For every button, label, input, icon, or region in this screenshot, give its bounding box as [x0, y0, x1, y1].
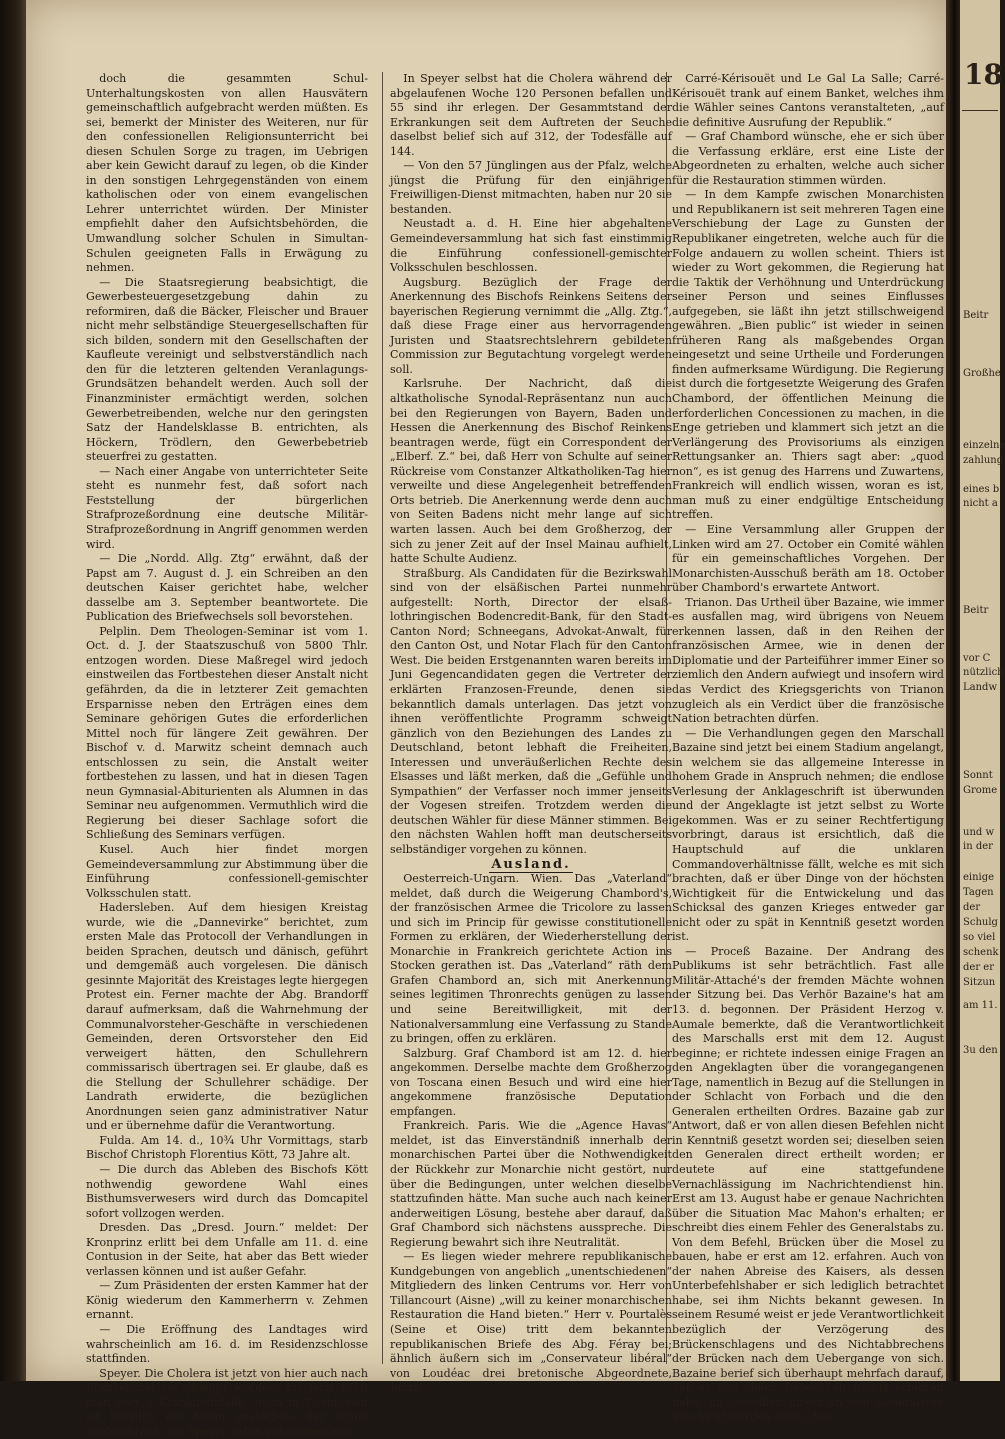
next-page-text-fragment: einzelne	[963, 440, 1005, 451]
next-page-edge	[960, 0, 1005, 1381]
article-paragraph: In Speyer selbst hat die Cholera während der abgelaufenen Woche 120 Personen befallen und 55 sind ihr erlegen. Der Gesammtstand der Erkrankungen seit dem Auftreten der Seuche daselbst belief sich auf 312, der Todesfälle auf 144.	[390, 72, 672, 158]
article-paragraph: Carré-Kérisouët und Le Gal La Salle; Carré-Kérisouët trank auf einem Banket, welches ihm die Wähler seines Cantons veranstalteten, „auf die definitive Ausrufung der Republik.“	[672, 72, 944, 129]
article-paragraph: Hadersleben. Auf dem hiesigen Kreistag wurde, wie die „Dannevirke“ berichtet, zum ersten Male das Protocoll der Verhandlungen in beiden Sprachen, deutsch und dänisch, geführt und demgemäß auch vorgelesen. Die dänisch gesinnte Majorität des Kreistages legte hiergegen Protest ein. Ferner machte der Abg. Brandorff darauf aufmerksam, daß die Wahrnehmung der Communalvorsteher-Geschäfte in verschiedenen Gemeinden, deren Ortsvorsteher den Eid verweigert hätten, den Schullehrern commissarisch übertragen sei. Er glaube, daß es die Stellung der Schullehrer schädige. Der Landrath erwiderte, die bezüglichen Anordnungen seien ganz administrativer Natur und er übernehme dafür die Verantwortung.	[86, 901, 368, 1133]
article-paragraph: — Die Eröffnung des Landtages wird wahrscheinlich am 16. d. im Residenzschlosse stattfinden.	[86, 1323, 368, 1366]
article-paragraph: — Die Staatsregierung beabsichtigt, die Gewerbesteuergesetzgebung dahin zu reformiren, daß die Bäcker, Fleischer und Brauer nicht mehr selbständige Steuergesellschaften für sich bilden, sondern mit den Gesellschaften der Kaufleute vereinigt und selbstverständlich nach den für die letzteren geltenden Veranlagungs-Grundsätzen behandelt werden. Auch soll der Finanzminister ermächtigt werden, solchen Gewerbetreibenden, welche nur den geringsten Satz der Handelsklasse B. entrichten, als Höckern, Trödlern, den Gewerbebetrieb steuerfrei zu gestatten.	[86, 275, 368, 464]
next-page-text-fragment: am 11.	[963, 1000, 998, 1011]
next-page-text-fragment: einige	[963, 872, 995, 883]
column-3	[672, 72, 944, 1424]
article-paragraph: Straßburg. Als Candidaten für die Bezirkswahl sind von der elsäßischen Partei nunmehr aufgestellt: North, Director der elsaß-lothringischen Bodencredit-Bank, für den Stadt-Canton Nord; Schneegans, Advokat-Anwalt, für den Canton Ost, und Notar Flach für den Canton West. Die beiden Erstgenannten waren bereits im Juni Gegencandidaten gegen die Vertreter der erklärten Franzosen-Freunde, denen sie bekanntlich damals unterlagen. Das jetzt von ihnen veröffentlichte Programm schweigt gänzlich von den Beziehungen des Landes zu Deutschland, betont lebhaft die Freiheiten, Interessen und unveräußerlichen Rechte des Elsasses und läßt merken, daß die „Gefühle und Sympathien“ der Verfasser noch immer jenseits der Vogesen streifen. Trotzdem werden die deutschen Wähler für diese Männer stimmen. Bei den nächsten Wahlen hofft man deutscherseits selbständiger vorgehen zu können.	[390, 566, 672, 856]
article-paragraph: — In dem Kampfe zwischen Monarchisten und Republikanern ist seit mehreren Tagen eine Verschiebung der Lage zu Gunsten der Republikaner eingetreten, welche auch für die Folge andauern zu wollen scheint. Thiers ist wieder zu Wort gekommen, die Regierung hat die Taktik der Verhöhnung und Unterdrückung seiner Person und seines Einflusses aufgegeben, sie läßt ihn jetzt stillschweigend gewähren. „Bien public“ ist wieder in seinen früheren Rang als maßgebendes Organ eingesetzt und seine Urtheile und Forderungen finden aufmerksame Würdigung. Die Regierung ist durch die fortgesetzte Weigerung des Grafen Chambord, der öffentlichen Meinung die erforderlichen Concessionen zu machen, in die Enge getrieben und klammert sich jetzt an die Verlängerung des Provisoriums als einzigen Rettungsanker an. Thiers sagt aber: „quod non“, es ist genug des Harrens und Zuwartens, Frankreich will endlich wissen, woran es ist, man muß zu einer endgültige Entscheidung treffen.	[672, 188, 944, 522]
article-paragraph: Pelplin. Dem Theologen-Seminar ist vom 1. Oct. d. J. der Staatszuschuß von 5800 Thlr. entzogen worden. Diese Maßregel wird jedoch einstweilen das Fortbestehen dieser Anstalt nicht gefährden, da die in letzterer Zeit gemachten Ersparnisse neben den Erträgen eines dem Seminare gehörigen Gutes die erforderlichen Mittel noch für längere Zeit gewähren. Der Bischof v. d. Marwitz scheint demnach auch entschlossen zu sein, die Anstalt weiter fortbestehen zu lassen, und hat in diesen Tagen neun Gymnasial-Abiturienten als Alumnen in das Seminar neu aufgenommen. Vermuthlich wird die Regierung bei dieser Sachlage sofort die Schließung des Seminars verfügen.	[86, 624, 368, 842]
article-paragraph: — Proceß Bazaine. Der Andrang des Publikums ist sehr beträchtlich. Fast alle Militär-Attaché's der fremden Mächte wohnen der Sitzung bei. Das Verhör Bazaine's hat am 13. d. begonnen. Der Präsident Herzog v. Aumale bemerkte, daß die Verantwortlichkeit des Marschalls erst mit dem 12. August beginne; er richtete indessen einige Fragen an den Angeklagten über die vorangegangenen Tage, namentlich in Bezug auf die Stellungen in der Schlacht von Forbach und die den Generalen ertheilten Ordres. Bazaine gab zur Antwort, daß er von allen diesen Befehlen nicht in Kenntniß gesetzt worden sei; dieselben seien den Generalen direct ertheilt worden; er deutete auf eine stattgefundene Vernachlässigung im Nachrichtendienst hin. Erst am 13. August habe er genaue Nachrichten über die Situation Mac Mahon's erhalten; er schreibt dies einem Fehler des Generalstabs zu. Von dem Befehl, Brücken über die Mosel zu bauen, habe er erst am 12. erfahren. Auch von der nahen Abreise des Kaisers, als dessen Unterbefehlshaber er sich lediglich betrachtet habe, sei ihm Nichts bekannt gewesen. In seinem Resumé weist er jede Verantwortlichkeit bezüglich der Verzögerung des Brückenschlagens und des Nichtabbrechens der Brücken nach dem Uebergange von sich. Bazaine berief sich überhaupt mehrfach darauf, daß er von vielen Depeschen Nichts erfahren habe, da dieselben direct an den Generalstab geschickt worden seien. Aus	[672, 944, 944, 1424]
book-binding	[0, 0, 26, 1381]
next-page-text-fragment: Beitr	[963, 310, 989, 321]
article-paragraph: — Graf Chambord wünsche, ehe er sich über die Verfassung erkläre, erst eine Liste der Abgeordneten zu erhalten, welche auch sicher für die Restauration stimmen würden.	[672, 130, 944, 187]
article-paragraph: — Eine Versammlung aller Gruppen der Linken wird am 27. October ein Comité wählen für ein gemeinschaftliches Vorgehen. Der Monarchisten-Ausschuß beräth am 18. October über Chambord's erwartete Antwort.	[672, 522, 944, 595]
next-page-text-fragment: Sitzun	[963, 977, 996, 988]
next-page-text-fragment: der	[963, 902, 981, 913]
article-paragraph: — Die „Nordd. Allg. Ztg“ erwähnt, daß der Papst am 7. August d. J. ein Schreiben an den deutschen Kaiser gerichtet habe, welcher dasselbe am 3. September beantwortete. Die Publication des Briefwechsels soll bevorstehen.	[86, 552, 368, 624]
column-2	[390, 72, 672, 1395]
next-page-text-fragment: Beitr	[963, 605, 989, 616]
article-paragraph: — Es liegen wieder mehrere republikanische Kundgebungen von angeblich „unentschiedenen“ Mitgliedern des linken Centrums vor. Herr von Tillancourt (Aisne) „will zu keiner monarchischen Restauration die Hand bieten.“ Herr v. Pourtalès (Seine et Oise) tritt dem bekannten republikanischen Briefe des Abg. Féray bei; ähnlich äußern sich im „Conservateur libéral“ von Loudéac drei bretonische Abgeordnete, Janzé,	[390, 1250, 672, 1395]
article-paragraph: Speyer. Die Cholera ist jetzt von hier auch nach Frankenthal verschleppt worden; bis jetzt zählt man dort 3 Krankheitsfälle. Auch in Edenkoben ist kürzlich ein Mann gestorben, der schon cholerakrank von Speyer dahin gekommen war.	[86, 1366, 368, 1438]
section-heading-text: Ausland.	[491, 856, 571, 872]
article-paragraph: Kusel. Auch hier findet morgen Gemeindeversammlung zur Abstimmung über die Einführung confessionell-gemischter Volksschulen statt.	[86, 842, 368, 900]
article-paragraph: Oesterreich-Ungarn. Wien. Das „Vaterland“ meldet, daß durch die Weigerung Chambord's, der französischen Armee die Tricolore zu lassen und sich im Princip für gewisse constitutionelle Formen zu erklären, der Wiederherstellung der Monarchie in Frankreich gerichtete Action ins Stocken gerathen ist. Das „Vaterland“ räth dem Grafen Chambord an, sich mit Anerkennung seines legitimen Thronrechts genügen zu lassen und seine Bereitwilligkeit, mit der Nationalversammlung eine Verfassung zu Stande zu bringen, offen zu erklären.	[390, 872, 672, 1046]
rule-line	[962, 110, 998, 111]
next-page-text-fragment: schenk	[963, 947, 999, 958]
column-divider	[382, 72, 383, 1364]
next-page-text-fragment: Sonnt	[963, 770, 993, 781]
next-page-text-fragment: 3u den	[963, 1045, 998, 1056]
page-gutter	[946, 0, 960, 1381]
article-paragraph: — Von den 57 Jünglingen aus der Pfalz, welche jüngst die Prüfung für den einjährigen Freiwilligen-Dienst mitmachten, haben nur 20 sie bestanden.	[390, 159, 672, 216]
article-paragraph: — Die Verhandlungen gegen den Marschall Bazaine sind jetzt bei einem Stadium angelangt, in welchem sie das allgemeine Interesse in hohem Grade in Anspruch nehmen; die endlose Verlesung der Anklageschrift ist überwunden und der Angeklagte ist jetzt selbst zu Worte gekommen. Was er zu seiner Rechtfertigung vorbringt, daraus ist ersichtlich, daß die Hauptschuld auf die unklaren Commandoverhältnisse fällt, welche es mit sich brachten, daß er über Dinge von der höchsten Wichtigkeit für die Entwickelung und das Schicksal des ganzen Krieges entweder gar nicht oder zu spät in Kenntniß gesetzt worden ist.	[672, 726, 944, 944]
article-paragraph: Karlsruhe. Der Nachricht, daß die altkatholische Synodal-Repräsentanz nun auch bei den Regierungen von Bayern, Baden und Hessen die Anerkennung des Bischof Reinkens beantragen werde, fügt ein Correspondent der „Elberf. Z.“ bei, daß Herr von Schulte auf seiner Rückreise vom Constanzer Altkatholiken-Tag hier verweilte und diese Angelegenheit betreffenden Orts betrieb. Die Anerkennung werde denn auch von Seiten Badens nicht mehr lange auf sich warten lassen. Auch bei dem Großherzog, der sich zu jener Zeit auf der Insel Mainau aufhielt, hatte Schulte Audienz.	[390, 377, 672, 566]
next-page-text-fragment: nicht a	[963, 498, 998, 509]
article-paragraph: Dresden. Das „Dresd. Journ.“ meldet: Der Kronprinz erlitt bei dem Unfalle am 11. d. eine Contusion in der Seite, hat aber das Bett wieder verlassen können und ist außer Gefahr.	[86, 1221, 368, 1278]
article-paragraph: — Nach einer Angabe von unterrichteter Seite steht es nunmehr fest, daß sofort nach Feststellung der bürgerlichen Strafprozeßordnung eine deutsche Militär-Strafprozeßordnung in Angriff genommen werden wird.	[86, 464, 368, 551]
next-page-text-fragment: der er	[963, 962, 994, 973]
article-paragraph: — Zum Präsidenten der ersten Kammer hat der König wiederum den Kammerherrn v. Zehmen ernannt.	[86, 1279, 368, 1322]
next-page-text-fragment: und w	[963, 827, 995, 838]
next-page-text-fragment: Landw	[963, 682, 998, 693]
next-page-text-fragment: zahlung	[963, 455, 1004, 466]
next-page-text-fragment: eines b	[963, 484, 1000, 495]
article-paragraph: — Die durch das Ableben des Bischofs Kött nothwendig gewordene Wahl eines Bisthumsverwesers wird durch das Domcapitel sofort vollzogen werden.	[86, 1163, 368, 1220]
next-page-text-fragment: so viel	[963, 932, 996, 943]
next-page-text-fragment: Tagen	[963, 887, 994, 898]
article-paragraph: Neustadt a. d. H. Eine hier abgehaltene Gemeindeversammlung hat sich fast einstimmig die Einführung confessionell-gemischter Volksschulen beschlossen.	[390, 217, 672, 275]
article-paragraph: Frankreich. Paris. Wie die „Agence Havas“ meldet, ist das Einverständniß innerhalb der monarchischen Partei über die Nothwendigkeit der Rückkehr zur Monarchie nicht gestört, nur über die Bedingungen, unter welchen dieselbe stattzufinden hätte. Man suche auch nach keiner anderweitigen Lösung, bestehe aber darauf, daß Graf Chambord sich nächstens ausspreche. Die Regierung bewahrt sich ihre Neutralität.	[390, 1119, 672, 1249]
next-page-text-fragment: nützlich	[963, 667, 1004, 678]
next-page-text-fragment: Grome	[963, 785, 998, 796]
column-1	[86, 72, 368, 1438]
article-paragraph: Fulda. Am 14. d., 10¾ Uhr Vormittags, starb Bischof Christoph Florentius Kött, 73 Jahre alt.	[86, 1133, 368, 1162]
page-number-fragment: 18	[964, 58, 1003, 91]
article-paragraph: Salzburg. Graf Chambord ist am 12. d. hier angekommen. Derselbe machte dem Großherzog von Toscana einen Besuch und wird eine hier angekommene französische Deputation empfangen.	[390, 1046, 672, 1118]
section-heading	[390, 858, 672, 873]
next-page-text-fragment: Schulg	[963, 917, 998, 928]
article-paragraph: Trianon. Das Urtheil über Bazaine, wie immer es ausfallen mag, wird übrigens von Neuem erkennen lassen, daß in den Reihen der französischen Armee, wie in denen der Diplomatie und der Parteiführer immer Einer so ziemlich den Andern aufwiegt und insofern wird das Verdict des Kriegsgerichts von Trianon zugleich als ein Verdict über die französische Nation betrachten dürfen.	[672, 595, 944, 726]
next-page-text-fragment: vor C	[963, 653, 991, 664]
article-paragraph: Augsburg. Bezüglich der Frage der Anerkennung des Bischofs Reinkens Seitens der bayerischen Regierung vernimmt die „Allg. Ztg.“, daß diese Frage einer aus hervorragenden Juristen und Staatsrechtslehrern gebildeten Commission zur Begutachtung vorgelegt werden soll.	[390, 275, 672, 376]
next-page-text-fragment: in der	[963, 841, 993, 852]
article-paragraph: doch die gesammten Schul-Unterhaltungskosten von allen Hausvätern gemeinschaftlich aufgebracht werden müßten. Es sei, bemerkt der Minister des Weiteren, nur für den confessionellen Religionsunterricht bei diesen Schulen Sorge zu tragen, im Uebrigen aber kein Gewicht darauf zu legen, ob die Kinder in den sonstigen Lehrgegenständen von einem katholischen oder von einem evangelischen Lehrer unterrichtet würden. Der Minister empfiehlt daher den Aufsichtsbehörden, die Umwandlung solcher Schulen in Simultan-Schulen geeigneten Falls in Erwägung zu nehmen.	[86, 72, 368, 275]
next-page-text-fragment: Großhe	[963, 368, 1001, 379]
